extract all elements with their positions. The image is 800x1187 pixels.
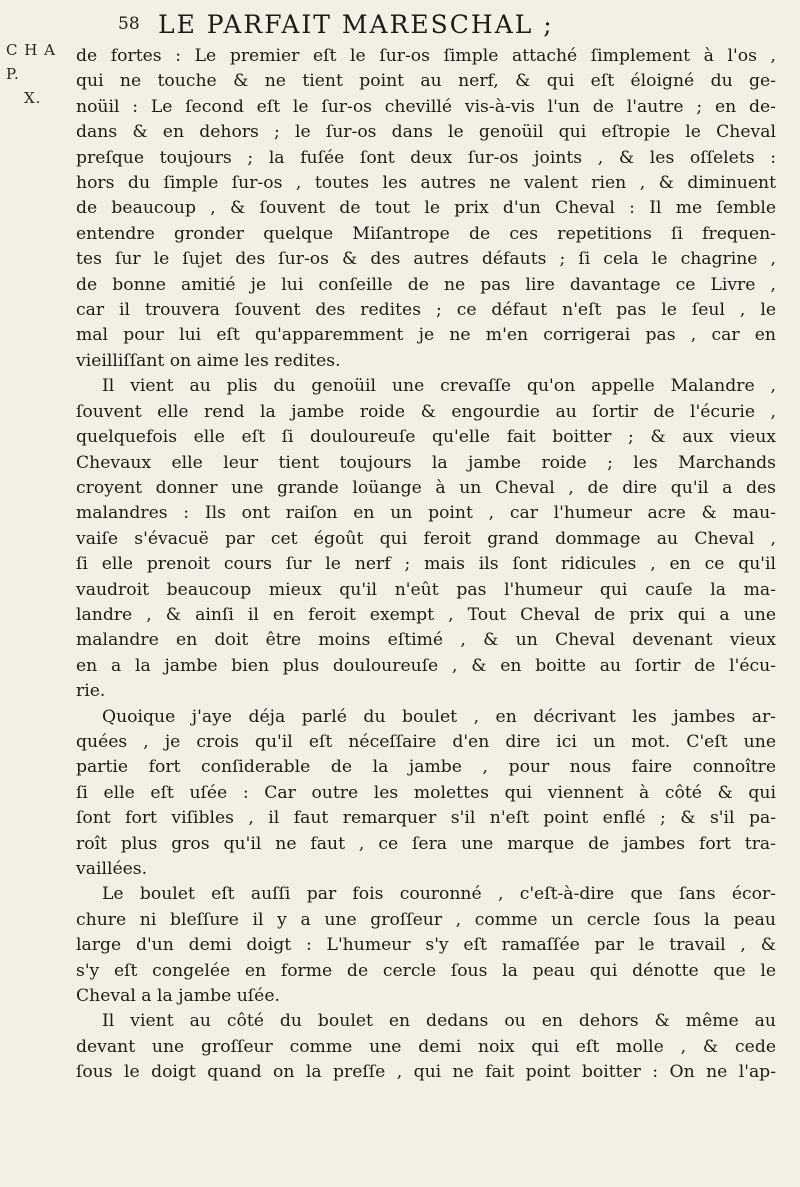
text-line: croyent donner une grande loüange à un Cheval , de dire qu'il a des — [76, 477, 776, 498]
text-line: quelquefois elle eſt ſi douloureuſe qu'elle fait boitter ; & aux vieux — [76, 427, 776, 448]
chapter-number: X. — [24, 89, 42, 107]
text-line: entendre gronder quelque Miſantrope de ces repetitions ſi frequen- — [76, 223, 776, 244]
text-line: malandres : Ils ont raiſon en un point , car l'humeur acre & mau- — [76, 503, 776, 524]
paragraph — [76, 705, 776, 883]
text-line: hors du ſimple ſur-os , toutes les autres ne valent rien , & diminuent — [76, 173, 776, 194]
text-line: car il trouvera ſouvent des redites ; ce défaut n'eſt pas le ſeul , le — [76, 300, 776, 321]
text-line: vaillées. — [76, 859, 148, 879]
paragraph — [76, 882, 776, 1009]
text-line: Cheval a la jambe uſée. — [76, 986, 280, 1007]
running-title: LE PARFAIT MARESCHAL ; — [158, 10, 554, 39]
text-line: ſont fort viſibles , il faut remarquer s'il n'eſt point enflé ; & s'il pa- — [76, 808, 776, 829]
page-number: 58 — [118, 14, 140, 34]
text-line: ſi elle prenoit cours ſur le nerf ; mais ils ſont ridicules , en ce qu'il — [76, 554, 776, 575]
text-line: Chevaux elle leur tient toujours la jambe roide ; les Marchands — [76, 452, 776, 473]
text-line: quées , je crois qu'il eſt néceſſaire d'en dire ici un mot. C'eſt une — [76, 731, 776, 752]
text-line: devant une groſſeur comme une demi noix qui eſt molle , & cede — [76, 1036, 776, 1057]
chapter-label: C H A P. — [6, 41, 56, 83]
text-line: de bonne amitié je lui conſeille de ne pas lire davantage ce Livre , — [76, 274, 776, 295]
text-line: s'y eſt congelée en forme de cercle ſous la peau qui dénotte que le — [76, 960, 776, 981]
text-line: ſous le doigt quand on la preſſe , qui ne fait point boitter : On ne l'ap- — [76, 1062, 776, 1083]
body-text — [76, 44, 776, 1086]
text-line: partie fort conſiderable de la jambe , pour nous faire connoître — [76, 757, 776, 778]
text-line: preſque toujours ; la fuſée ſont deux ſur-os joints , & les oſſelets : — [76, 147, 776, 168]
paragraph — [76, 44, 776, 374]
chapter-margin-note — [6, 38, 56, 110]
text-line: tes ſur le ſujet des ſur-os & des autres défauts ; ſi cela le chagrine , — [76, 249, 776, 270]
paragraph — [76, 374, 776, 704]
text-line: Le boulet eſt auſſi par fois couronné , c'eſt-à-dire que ſans écor- — [102, 884, 776, 905]
text-line: Il vient au côté du boulet en dedans ou en dehors & même au — [102, 1011, 776, 1032]
text-line: Quoique j'aye déja parlé du boulet , en décrivant les jambes ar- — [102, 706, 776, 727]
text-line: dans & en dehors ; le ſur-os dans le genoüil qui eſtropie le Cheval — [76, 122, 776, 143]
text-line: malandre en doit être moins eſtimé , & un Cheval devenant vieux — [76, 630, 776, 651]
text-line: ſouvent elle rend la jambe roide & engourdie au ſortir de l'écurie , — [76, 401, 776, 422]
text-line: rie. — [76, 681, 106, 702]
text-line: noüil : Le ſecond eſt le ſur-os chevillé vis-à-vis l'un de l'autre ; en de- — [76, 96, 776, 117]
paragraph — [76, 1009, 776, 1085]
text-line: qui ne touche & ne tient point au nerf, & qui eſt éloigné du ge- — [76, 71, 776, 92]
text-line: roît plus gros qu'il ne faut , ce ſera une marque de jambes fort tra- — [76, 833, 776, 854]
page-header — [118, 10, 758, 44]
text-line: large d'un demi doigt : L'humeur s'y eſt ramaſſée par le travail , & — [76, 935, 776, 956]
text-line: de beaucoup , & ſouvent de tout le prix d'un Cheval : Il me ſemble — [76, 198, 776, 219]
text-line: landre , & ainſi il en feroit exempt , Tout Cheval de prix qui a une — [76, 604, 776, 625]
text-line: vieilliſſant on aime les redites. — [76, 350, 341, 371]
text-line: mal pour lui eſt qu'apparemment je ne m'en corrigerai pas , car en — [76, 325, 776, 346]
text-line: vaiſe s'évacuë par cet égoût qui feroit grand dommage au Cheval , — [76, 528, 776, 549]
text-line: chure ni bleſſure il y a une groſſeur , comme un cercle ſous la peau — [76, 909, 776, 930]
text-line: ſi elle eſt uſée : Car outre les molettes qui viennent à côté & qui — [76, 782, 776, 803]
text-line: de fortes : Le premier eſt le ſur-os ſimple attaché ſimplement à l'os , — [76, 46, 776, 66]
text-line: vaudroit beaucoup mieux qu'il n'eût pas l'humeur qui cauſe la ma- — [76, 579, 776, 600]
text-line: en a la jambe bien plus douloureuſe , & en boitte au ſortir de l'écu- — [76, 655, 776, 676]
text-line: Il vient au plis du genoüil une crevaſſe qu'on appelle Malandre , — [102, 376, 776, 397]
